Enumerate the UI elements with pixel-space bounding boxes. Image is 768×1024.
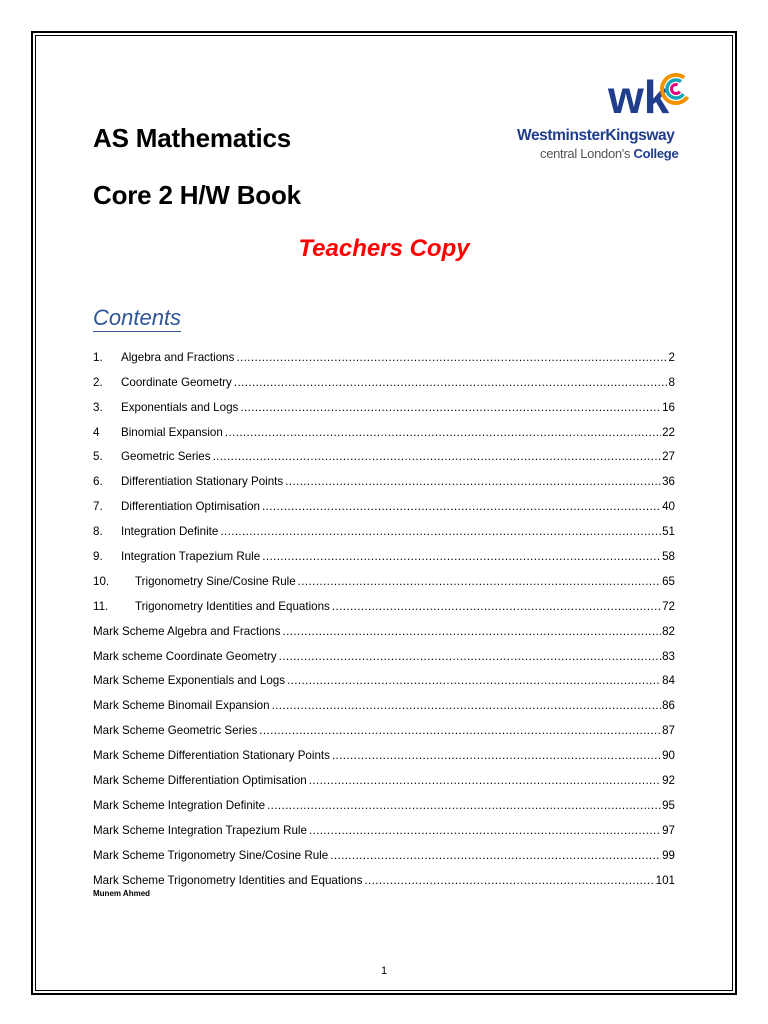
logo-tagline-prefix: central London's — [540, 146, 634, 161]
toc-entry-page: 82 — [662, 624, 675, 638]
toc-entry-title: Algebra and Fractions — [121, 350, 235, 364]
toc-dot-leader — [283, 625, 662, 639]
toc-entry[interactable] — [93, 390, 675, 415]
toc-entry-title: Mark Scheme Integration Trapezium Rule — [93, 823, 307, 837]
toc-entry-number: 2. — [93, 375, 103, 389]
toc-entry-page: 51 — [662, 525, 675, 539]
toc-dot-leader — [240, 401, 661, 415]
toc-entry[interactable] — [93, 539, 675, 564]
toc-entry-page: 36 — [662, 475, 675, 489]
toc-entry-title: Integration Trapezium Rule — [121, 550, 261, 564]
toc-entry-page: 92 — [662, 774, 675, 788]
toc-entry-title: Mark Scheme Trigonometry Identities and Equations — [93, 873, 363, 887]
toc-entry-title: Mark Scheme Binomail Expansion — [93, 699, 270, 713]
toc-entry-page: 72 — [662, 599, 675, 613]
toc-entry-page: 58 — [662, 550, 675, 564]
toc-entry-page: 87 — [662, 724, 675, 738]
toc-entry[interactable] — [93, 614, 675, 639]
toc-entry-title: Mark Scheme Trigonometry Sine/Cosine Rule — [93, 848, 329, 862]
toc-entry-title: Exponentials and Logs — [121, 400, 239, 414]
toc-entry-number: 9. — [93, 550, 103, 564]
toc-dot-leader — [285, 475, 661, 489]
toc-entry-title: Mark Scheme Geometric Series — [93, 724, 258, 738]
toc-entry-title: Differentiation Optimisation — [121, 500, 260, 514]
toc-dot-leader — [279, 650, 661, 664]
toc-entry[interactable] — [93, 713, 675, 738]
toc-entry[interactable] — [93, 639, 675, 664]
toc-entry[interactable] — [93, 340, 675, 365]
toc-entry-page: 16 — [662, 400, 675, 414]
page-number: 1 — [380, 965, 388, 977]
logo-wk-letters: wk — [608, 72, 670, 123]
toc-dot-leader — [309, 774, 661, 788]
toc-entry-number: 7. — [93, 500, 103, 514]
toc-entry-title: Integration Definite — [121, 525, 219, 539]
toc-entry-number: 4 — [93, 425, 100, 439]
toc-entry-title: Geometric Series — [121, 450, 211, 464]
toc-entry-page: 86 — [662, 699, 675, 713]
toc-entry-page: 99 — [662, 848, 675, 862]
toc-dot-leader — [332, 600, 661, 614]
toc-entry-page: 8 — [668, 375, 675, 389]
contents-heading: Contents — [93, 305, 182, 330]
toc-entry-title: Mark Scheme Differentiation Stationary Points — [93, 749, 330, 763]
toc-entry[interactable] — [93, 813, 675, 838]
toc-entry[interactable] — [93, 763, 675, 788]
toc-entry[interactable] — [93, 365, 675, 390]
toc-entry[interactable] — [93, 514, 675, 539]
author-name: Munem Ahmed — [93, 889, 151, 898]
toc-entry-number: 1. — [93, 350, 103, 364]
toc-entry[interactable] — [93, 688, 675, 713]
toc-entry-title: Mark scheme Coordinate Geometry — [93, 649, 277, 663]
toc-entry[interactable] — [93, 589, 675, 614]
toc-entry-page: 90 — [662, 749, 675, 763]
toc-dot-leader — [287, 674, 661, 688]
toc-entry-title: Mark Scheme Differentiation Optimisation — [93, 774, 307, 788]
toc-entry[interactable] — [93, 464, 675, 489]
toc-entry-page: 84 — [662, 674, 675, 688]
toc-entry-title: Differentiation Stationary Points — [121, 475, 284, 489]
toc-entry-title: Mark Scheme Algebra and Fractions — [93, 624, 281, 638]
toc-entry-number: 10. — [93, 574, 110, 588]
toc-dot-leader — [259, 724, 661, 738]
toc-entry[interactable] — [93, 415, 675, 440]
toc-entry-number: 6. — [93, 475, 103, 489]
toc-entry-number: 11. — [93, 599, 109, 613]
table-of-contents — [93, 340, 675, 888]
toc-entry-title: Mark Scheme Exponentials and Logs — [93, 674, 286, 688]
toc-entry-title: Mark Scheme Integration Definite — [93, 798, 266, 812]
toc-entry-page: 95 — [662, 798, 675, 812]
toc-dot-leader — [262, 550, 661, 564]
toc-entry-number: 8. — [93, 525, 103, 539]
toc-entry-page: 83 — [662, 649, 675, 663]
teachers-copy-label: Teachers Copy — [298, 235, 470, 262]
logo-college-name: WestminsterKingsway — [517, 127, 675, 144]
toc-dot-leader — [298, 575, 661, 589]
toc-entry-number: 5. — [93, 450, 103, 464]
toc-entry-title: Trigonometry Identities and Equations — [135, 599, 330, 613]
toc-dot-leader — [309, 824, 661, 838]
toc-entry[interactable] — [93, 838, 675, 863]
logo-tagline — [540, 146, 678, 161]
toc-entry[interactable] — [93, 440, 675, 465]
toc-dot-leader — [236, 351, 667, 365]
toc-entry[interactable] — [93, 564, 675, 589]
toc-entry-page: 22 — [662, 425, 675, 439]
toc-entry-title: Coordinate Geometry — [121, 375, 232, 389]
toc-entry-number: 3. — [93, 400, 103, 414]
toc-entry[interactable] — [93, 788, 675, 813]
document-subtitle-book: Core 2 H/W Book — [93, 180, 301, 210]
toc-dot-leader — [220, 525, 661, 539]
toc-dot-leader — [234, 376, 668, 390]
logo-tagline-bold: College — [633, 146, 679, 161]
toc-dot-leader — [332, 749, 661, 763]
toc-entry-page: 101 — [655, 873, 675, 887]
college-logo — [510, 72, 700, 164]
toc-entry-page: 2 — [668, 350, 675, 364]
toc-dot-leader — [262, 500, 661, 514]
toc-entry-title: Trigonometry Sine/Cosine Rule — [135, 574, 296, 588]
toc-entry[interactable] — [93, 664, 675, 689]
toc-entry[interactable] — [93, 738, 675, 763]
toc-dot-leader — [213, 450, 662, 464]
toc-entry-page: 65 — [662, 574, 675, 588]
toc-dot-leader — [225, 426, 661, 440]
toc-entry-page: 27 — [662, 450, 675, 464]
toc-entry[interactable] — [93, 863, 675, 888]
toc-entry-title: Binomial Expansion — [121, 425, 223, 439]
toc-entry-page: 97 — [662, 823, 675, 837]
toc-dot-leader — [364, 874, 654, 888]
toc-entry-page: 40 — [662, 500, 675, 514]
toc-dot-leader — [272, 699, 662, 713]
toc-dot-leader — [330, 849, 661, 863]
document-title: AS Mathematics — [93, 123, 292, 153]
toc-dot-leader — [267, 799, 661, 813]
toc-entry[interactable] — [93, 489, 675, 514]
